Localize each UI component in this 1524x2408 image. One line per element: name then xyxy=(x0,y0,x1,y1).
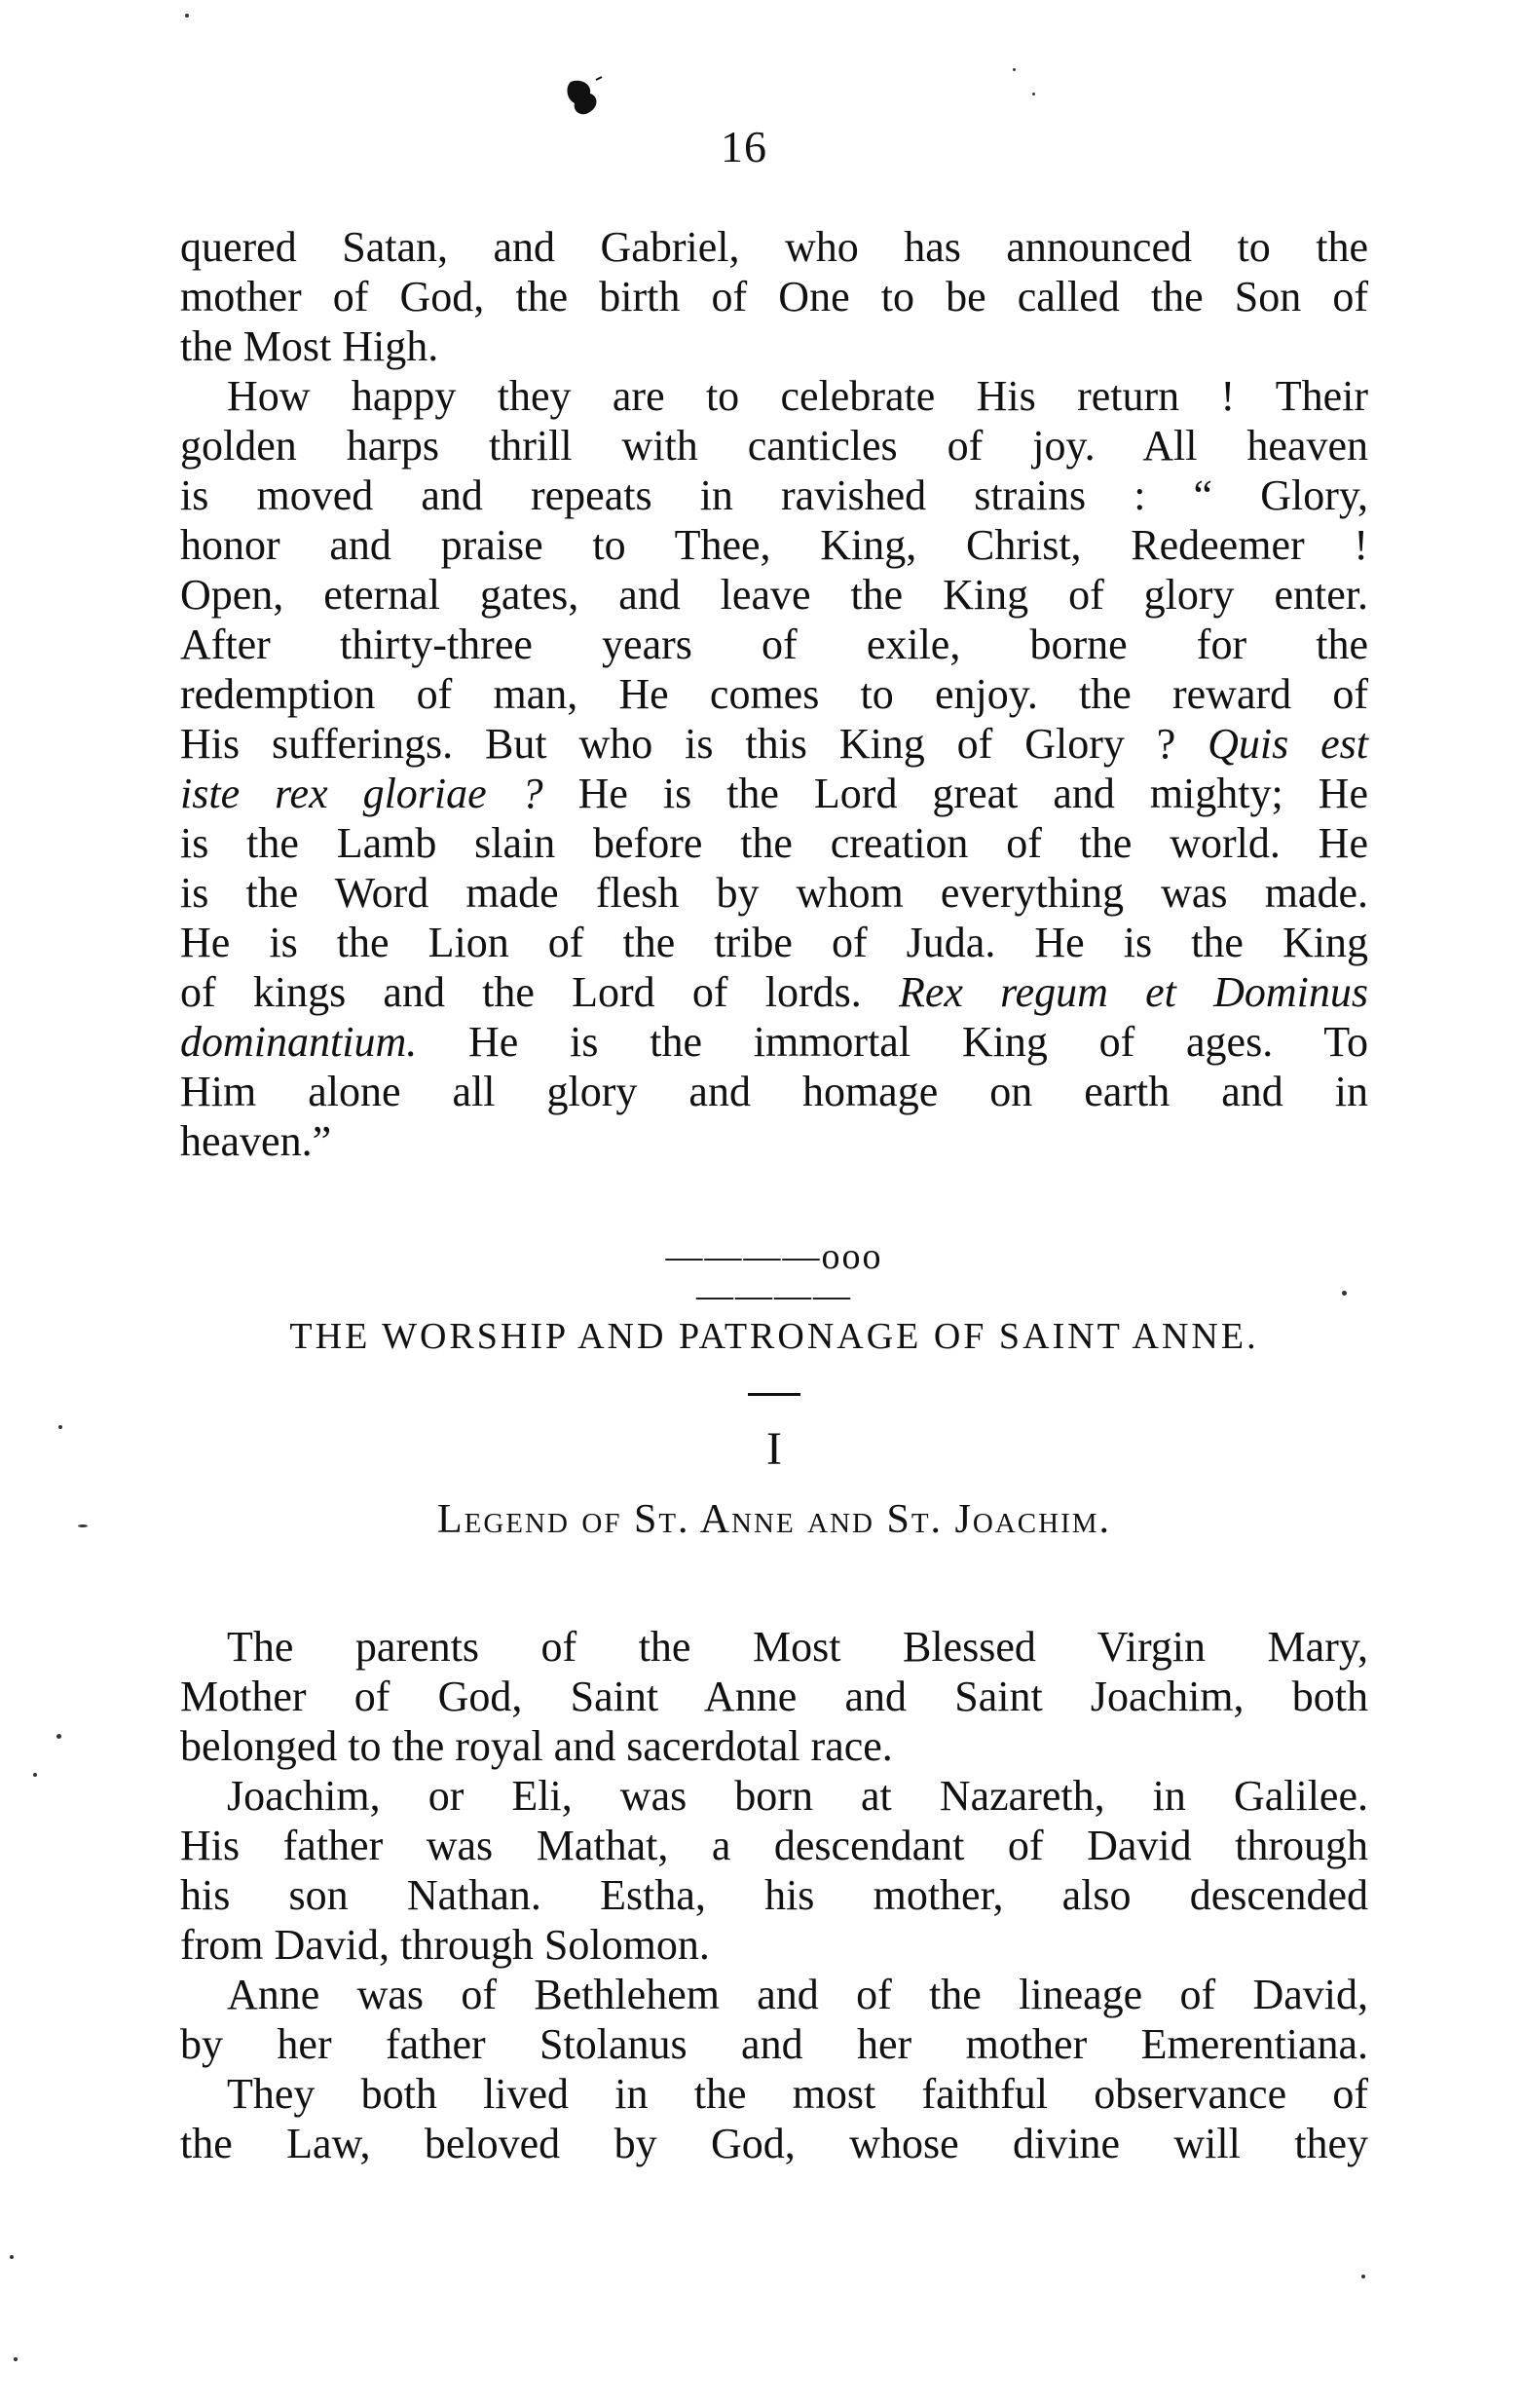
text-line: is moved and repeats in ravished strains : “ Glory, xyxy=(180,471,1368,519)
page-number: 16 xyxy=(721,122,767,171)
text-line: mother of God, the birth of One to be called the Son of xyxy=(180,273,1368,320)
text-line: honor and praise to Thee, King, Christ, Redeemer ! xyxy=(180,521,1368,569)
text-line xyxy=(180,719,1368,769)
text-line: Mother of God, Saint Anne and Saint Joachim, both xyxy=(180,1673,1368,1720)
section-title: THE WORSHIP AND PATRONAGE OF SAINT ANNE. xyxy=(289,1316,1259,1357)
text-line: heaven.” xyxy=(180,1117,332,1165)
scan-speck xyxy=(1032,93,1035,95)
scan-speck xyxy=(1342,1291,1347,1296)
scan-speck xyxy=(56,1734,61,1739)
text-line: golden harps thrill with canticles of joy. All heaven xyxy=(180,422,1368,470)
scan-speck xyxy=(33,1773,37,1777)
latin-phrase: dominantium. xyxy=(180,1018,418,1066)
text-line: Him alone all glory and homage on earth and in xyxy=(180,1068,1368,1115)
text-line: He is the Lion of the tribe of Juda. He is the King xyxy=(180,919,1368,966)
scan-speck xyxy=(14,2357,18,2361)
paragraph-parents xyxy=(180,1622,1368,1771)
text-line: How happy they are to celebrate His return ! Their xyxy=(227,372,1368,420)
text-line xyxy=(180,769,1368,818)
text-line: Joachim, or Eli, was born at Nazareth, in Galilee. xyxy=(227,1772,1368,1820)
text-line: the Law, beloved by God, whose divine will they xyxy=(180,2120,1368,2167)
text-line xyxy=(180,1017,1368,1067)
text-line: His father was Mathat, a descendant of David through xyxy=(180,1822,1368,1869)
text-line: from David, through Solomon. xyxy=(180,1921,710,1969)
text-line xyxy=(180,967,1368,1017)
chapter-numeral: I xyxy=(766,1423,782,1475)
paragraph-glory xyxy=(180,371,1368,1166)
scan-speck xyxy=(1361,2275,1365,2278)
scan-speck xyxy=(1013,68,1016,71)
paragraph-observance xyxy=(180,2069,1368,2168)
text-line: quered Satan, and Gabriel, who has announced to the xyxy=(180,223,1368,271)
paragraph-joachim xyxy=(180,1771,1368,1970)
section-divider: ————ooo———— xyxy=(665,1236,883,1316)
latin-phrase: Quis est xyxy=(1208,720,1368,768)
latin-phrase: Rex regum et Dominus xyxy=(898,968,1368,1016)
text-line: Open, eternal gates, and leave the King of glory enter. xyxy=(180,571,1368,619)
scan-speck xyxy=(58,1425,62,1429)
text-fragment: He is the immortal King of ages. To xyxy=(468,1018,1368,1066)
scan-speck xyxy=(185,14,189,18)
text-line: redemption of man, He comes to enjoy. the reward of xyxy=(180,670,1368,718)
text-line: After thirty-three years of exile, borne for the xyxy=(180,621,1368,668)
printer-ornament-icon xyxy=(563,76,606,119)
text-fragment: of kings and the Lord of lords. xyxy=(180,968,862,1016)
text-fragment: His sufferings. But who is this King of Glory ? xyxy=(180,720,1176,768)
scan-speck xyxy=(78,1524,88,1527)
scan-speck xyxy=(10,2255,14,2259)
text-fragment: He is the Lord great and mighty; He xyxy=(577,770,1368,817)
text-line: the Most High. xyxy=(180,322,439,370)
text-line: is the Lamb slain before the creation of the world. He xyxy=(180,819,1368,867)
chapter-subtitle: Legend of St. Anne and St. Joachim. xyxy=(436,1497,1112,1542)
text-line: The parents of the Most Blessed Virgin Mary, xyxy=(227,1623,1368,1671)
text-line: is the Word made flesh by whom everything was made. xyxy=(180,869,1368,917)
text-line: Anne was of Bethlehem and of the lineage of David, xyxy=(227,1971,1368,2018)
paragraph-continuation xyxy=(180,222,1368,371)
text-line: by her father Stolanus and her mother Emerentiana. xyxy=(180,2020,1368,2068)
title-rule xyxy=(748,1393,800,1396)
latin-phrase: iste rex gloriae ? xyxy=(180,770,543,817)
text-line: belonged to the royal and sacerdotal race. xyxy=(180,1722,893,1770)
paragraph-anne xyxy=(180,1970,1368,2069)
text-line: his son Nathan. Estha, his mother, also descended xyxy=(180,1871,1368,1919)
text-line: They both lived in the most faithful observance of xyxy=(227,2070,1368,2118)
